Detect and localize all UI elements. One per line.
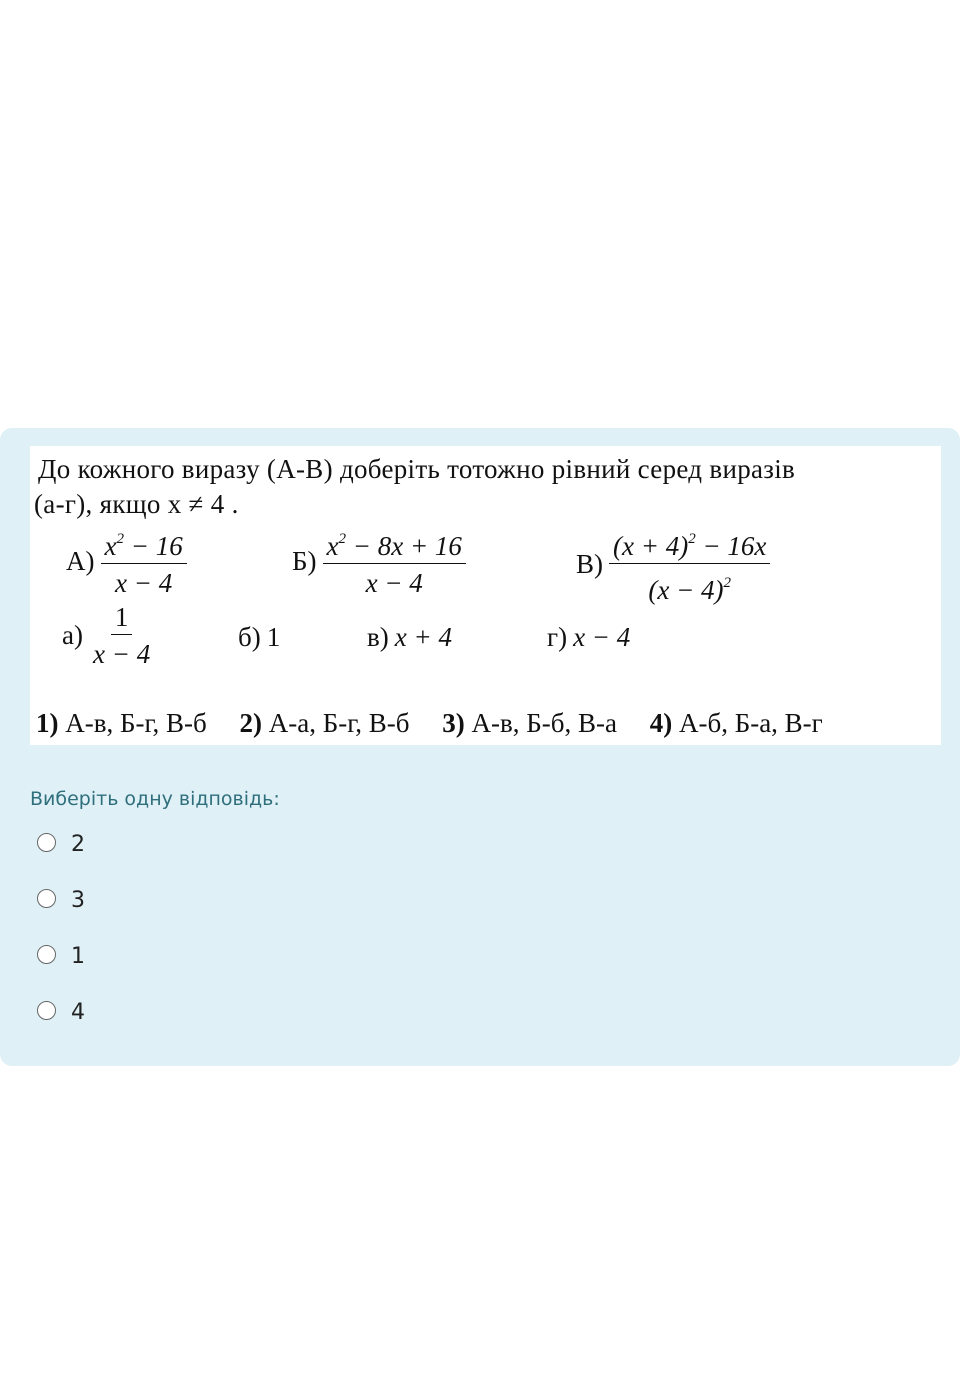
result-a: а) $\frac{1}{x - 4}$ bbox=[62, 602, 154, 669]
answer-prompt: Виберіть одну відповідь: bbox=[30, 788, 280, 810]
fraction-v-numerator: $(x + 4)^2 - 16x$ bbox=[609, 524, 770, 564]
expression-a: А) $\frac{x^2 - 16}{x - 4}$ bbox=[66, 524, 187, 598]
choice-4[interactable] bbox=[37, 1000, 85, 1025]
radio-button[interactable] bbox=[37, 833, 56, 852]
answer-option-3: 3) А-в, Б-б, В-а bbox=[442, 708, 617, 738]
answer-option-1: 1) А-в, Б-г, В-б bbox=[36, 708, 207, 738]
question-image bbox=[30, 446, 941, 745]
answer-option-2: 2) А-а, Б-г, В-б bbox=[239, 708, 410, 738]
choice-3[interactable] bbox=[37, 944, 85, 969]
fraction-b bbox=[323, 524, 466, 598]
answer-option-4: 4) А-б, Б-а, В-г bbox=[649, 708, 823, 738]
fraction-b-denominator: x − 4 bbox=[365, 568, 423, 598]
radio-button[interactable] bbox=[37, 1001, 56, 1020]
choice-label[interactable]: 1 bbox=[71, 944, 85, 969]
question-line-2: (а-г), якщо x ≠ 4 . bbox=[34, 489, 239, 519]
question-line-1: До кожного виразу (А-В) доберіть тотожно рівний серед виразів bbox=[38, 454, 796, 484]
fraction-a-numerator: $x^2 - 16$ bbox=[101, 524, 187, 564]
result-v: в) x + 4 bbox=[367, 622, 452, 652]
choice-label[interactable]: 4 bbox=[71, 1000, 85, 1025]
fraction-v bbox=[609, 524, 770, 605]
expression-v: В) $\frac{(x + 4)^2 - 16x}{(x - 4)^2}$ bbox=[576, 524, 770, 605]
choice-1[interactable] bbox=[37, 832, 85, 857]
choice-label[interactable]: 3 bbox=[71, 888, 85, 913]
fraction-b-numerator: $x^2 - 8x + 16$ bbox=[323, 524, 466, 564]
radio-button[interactable] bbox=[37, 889, 56, 908]
expression-b: Б) $\frac{x^2 - 8x + 16}{x - 4}$ bbox=[292, 524, 466, 598]
question-text bbox=[34, 452, 938, 522]
fraction-a-denominator: x − 4 bbox=[115, 568, 173, 598]
choice-label[interactable]: 2 bbox=[71, 832, 85, 857]
radio-button[interactable] bbox=[37, 945, 56, 964]
fraction-result-a: $\frac{1}{x - 4}$ bbox=[92, 602, 151, 669]
choice-2[interactable] bbox=[37, 888, 85, 913]
fraction-v-denominator: $(x - 4)^2$ bbox=[648, 575, 732, 605]
answer-options bbox=[36, 708, 849, 739]
fraction-a bbox=[101, 524, 187, 598]
result-b: б) 1 bbox=[238, 622, 281, 652]
result-g: г) x − 4 bbox=[547, 622, 631, 652]
